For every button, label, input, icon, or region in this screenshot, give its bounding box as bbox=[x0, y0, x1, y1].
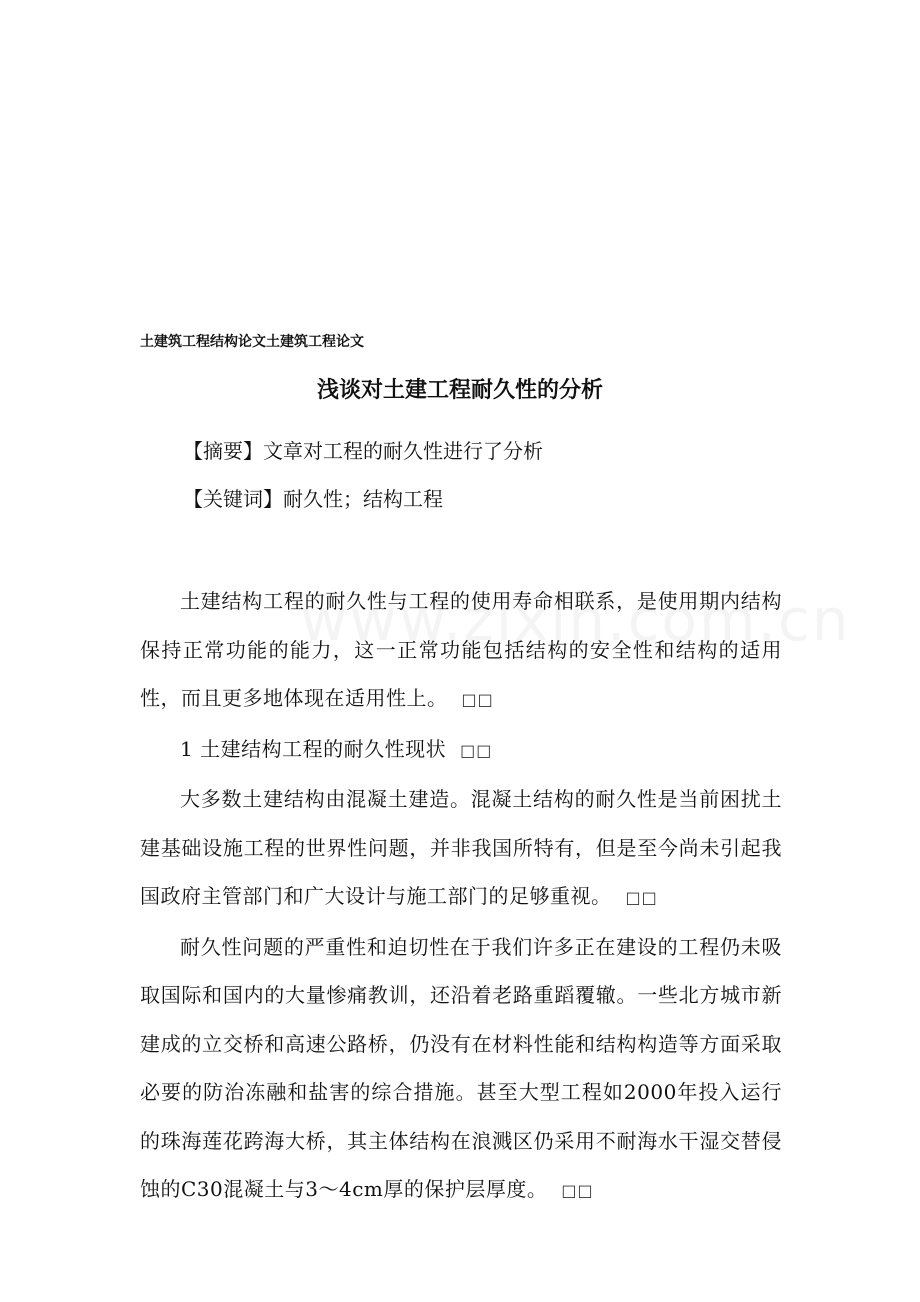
document-body bbox=[140, 577, 782, 1216]
paragraph-text: 土建结构工程的耐久性与工程的使用寿命相联系，是使用期内结构保持正常功能的能力，这一正常功能包括结构的安全性和结构的适用性，而且更多地体现在适用性上。 bbox=[140, 589, 782, 710]
keywords-line: 【关键词】耐久性；结构工程 bbox=[183, 487, 443, 511]
paragraph-intro bbox=[140, 577, 782, 725]
paragraph-text: 耐久性问题的严重性和迫切性在于我们许多正在建设的工程仍未吸取国际和国内的大量惨痛教训，还沿着老路重蹈覆辙。一些北方城市新建成的立交桥和高速公路桥，仍没有在材料性能和结构构造等方面采取必要的防治冻融和盐害的综合措施。甚至大型工程如2000年投入运行的珠海莲花跨海大桥，其主体结构在浪溅区仍采用不耐海水干湿交替侵蚀的C30混凝土与3～4cm厚的保护层厚度。 bbox=[140, 934, 782, 1201]
section-heading-text: 1 土建结构工程的耐久性现状 bbox=[180, 736, 447, 761]
document-title: 浅谈对土建工程耐久性的分析 bbox=[316, 378, 603, 403]
paragraph-marker: □□ bbox=[461, 690, 494, 709]
section-heading bbox=[140, 725, 782, 776]
paragraph-marker: □□ bbox=[561, 1181, 594, 1200]
document-header: 土建筑工程结构论文土建筑工程论文 bbox=[140, 334, 364, 350]
paragraph-concrete bbox=[140, 775, 782, 923]
paragraph-marker: □□ bbox=[460, 740, 493, 760]
paragraph-severity bbox=[140, 923, 782, 1216]
paragraph-marker: □□ bbox=[625, 888, 658, 907]
paragraph-text: 大多数土建结构由混凝土建造。混凝土结构的耐久性是当前困扰土建基础设施工程的世界性问题，并非我国所特有，但是至今尚未引起我国政府主管部门和广大设计与施工部门的足够重视。 bbox=[140, 787, 782, 908]
abstract-line: 【摘要】文章对工程的耐久性进行了分析 bbox=[183, 439, 543, 463]
